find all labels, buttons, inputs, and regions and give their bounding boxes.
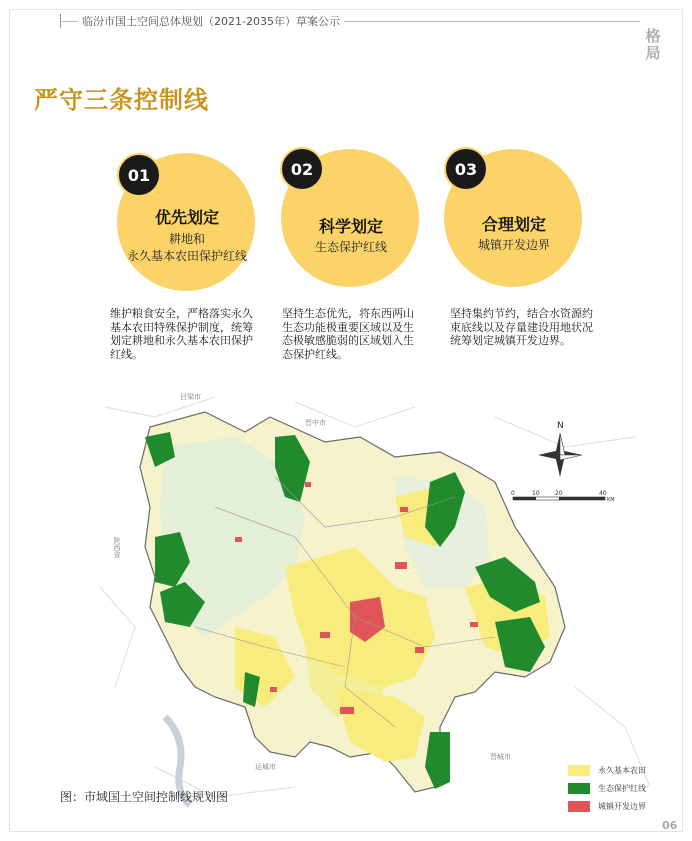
legend-item-farmland: 永久基本农田 bbox=[568, 762, 646, 778]
item-description-3: 坚持集约节约，结合水资源约 束底线以及存量建设用地状况 统筹划定城镇开发边界。 bbox=[450, 307, 593, 347]
item-number-badge-1: 01 bbox=[117, 153, 161, 197]
legend-item-urban: 城镇开发边界 bbox=[568, 798, 646, 814]
item-title-3: 合理划定 bbox=[481, 215, 546, 234]
item-subtitle-2: 生态保护红线 bbox=[314, 240, 387, 254]
svg-text:N: N bbox=[557, 421, 564, 431]
svg-text:10: 10 bbox=[532, 490, 540, 497]
neighbor-label-south: 运城市 bbox=[255, 763, 276, 771]
neighbor-label-north: 吕梁市 bbox=[180, 393, 201, 401]
item-number-badge-3: 03 bbox=[444, 147, 488, 191]
legend-item-ecological: 生态保护红线 bbox=[568, 780, 646, 796]
svg-text:KM: KM bbox=[607, 497, 615, 503]
neighbor-label-southeast: 晋城市 bbox=[490, 753, 511, 761]
item-description-2: 坚持生态优先，将东西两山 生态功能极重要区域以及生 态极敏感脆弱的区域划入生 态保护红线。 bbox=[282, 307, 414, 361]
neighbor-label-northeast: 晋中市 bbox=[305, 419, 326, 427]
neighbor-label-west: 陕西省 bbox=[113, 537, 121, 558]
item-subtitle-3: 城镇开发边界 bbox=[477, 238, 550, 252]
item-subtitle-1b: 永久基本农田保护红线 bbox=[126, 249, 247, 263]
item-description-1: 维护粮食安全，严格落实永久 基本农田特殊保护制度，统筹 划定耕地和永久基本农田保护 红线。 bbox=[110, 307, 253, 361]
header-rule-tick bbox=[60, 14, 61, 28]
item-subtitle-1a: 耕地和 bbox=[168, 232, 205, 246]
item-title-2: 科学划定 bbox=[318, 217, 383, 236]
item-title-1: 优先划定 bbox=[154, 208, 219, 227]
svg-text:40: 40 bbox=[599, 490, 607, 497]
north-arrow-icon bbox=[538, 421, 582, 477]
control-lines-map bbox=[95, 387, 655, 807]
section-title: 严守三条控制线 bbox=[34, 86, 209, 114]
item-number-badge-2: 02 bbox=[280, 147, 324, 191]
map-caption: 图：市域国土空间控制线规划图 bbox=[60, 790, 229, 804]
document-header: 临汾市国土空间总体规划（2021-2035年）草案公示 bbox=[78, 13, 344, 29]
page-number: 06 bbox=[662, 819, 678, 832]
chapter-side-label: 格局 bbox=[645, 27, 661, 62]
svg-text:0: 0 bbox=[511, 490, 515, 497]
svg-text:20: 20 bbox=[555, 490, 563, 497]
map-legend bbox=[568, 762, 646, 816]
scale-bar bbox=[511, 490, 615, 503]
